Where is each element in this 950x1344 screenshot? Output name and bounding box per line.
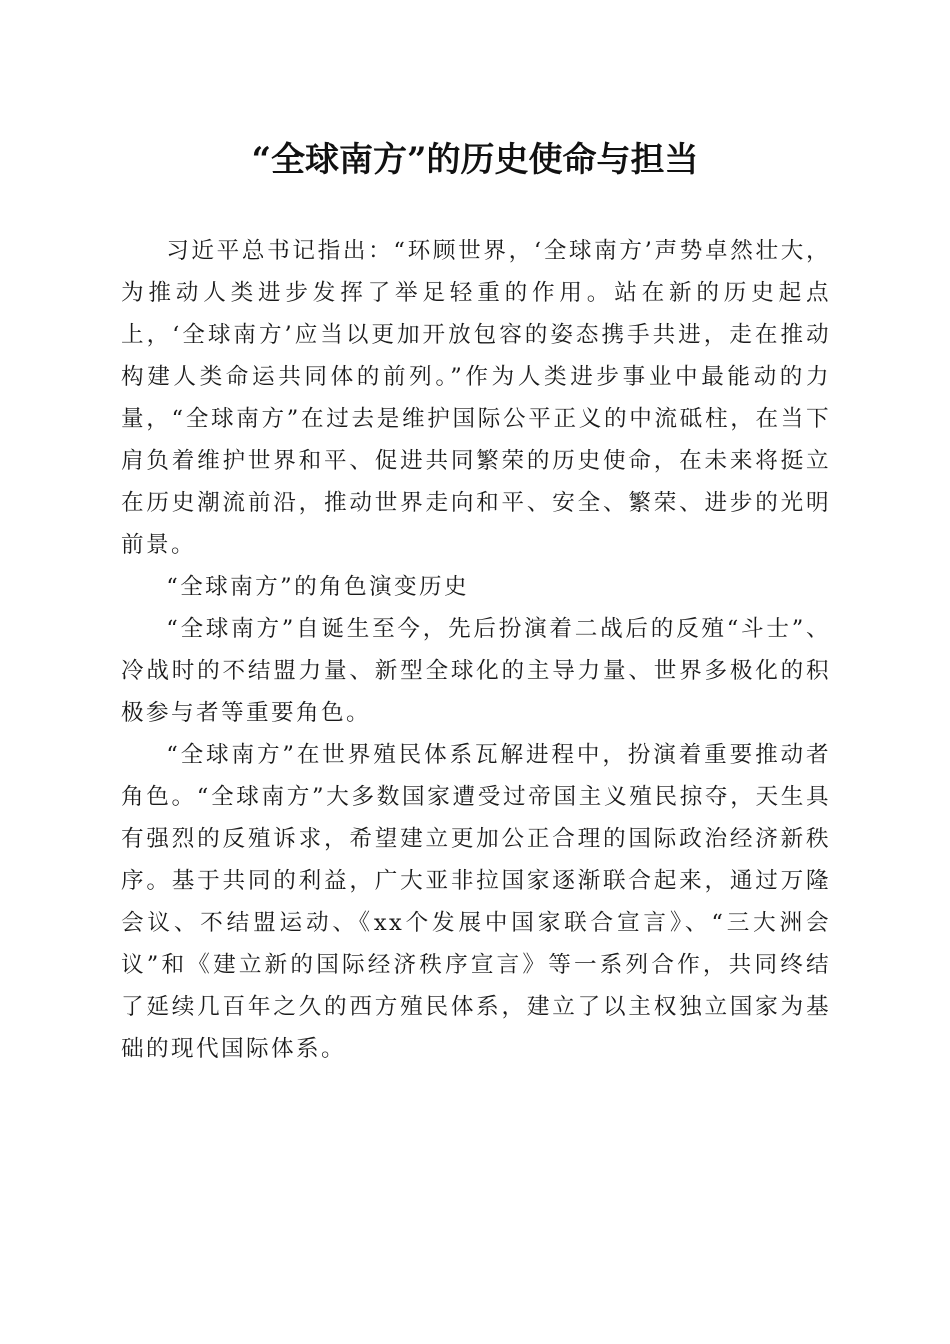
- paragraph-decolonization: “全球南方”在世界殖民体系瓦解进程中，扮演着重要推动者角色。“全球南方”大多数国家遭受过帝国主义殖民掠夺，天生具有强烈的反殖诉求，希望建立更加公正合理的国际政治经济新秩序。基于共同的利益，广大亚非拉国家逐渐联合起来，通过万隆会议、不结盟运动、《xx个发展中国家联合宣言》、“三大洲会议”和《建立新的国际经济秩序宣言》等一系列合作，共同终结了延续几百年之久的西方殖民体系，建立了以主权独立国家为基础的现代国际体系。: [121, 742, 832, 1062]
- section-heading: “全球南方”的角色演变历史: [166, 574, 470, 600]
- document-body: [121, 230, 831, 1070]
- paragraph-roles: “全球南方”自诞生至今，先后扮演着二战后的反殖“斗士”、冷战时的不结盟力量、新型全球化的主导力量、世界多极化的积极参与者等重要角色。: [121, 616, 831, 726]
- paragraph-intro: 习近平总书记指出：“环顾世界，‘全球南方’声势卓然壮大，为推动人类进步发挥了举足轻重的作用。站在新的历史起点上，‘全球南方’应当以更加开放包容的姿态携手共进，走在推动构建人类命运共同体的前列。”作为人类进步事业中最能动的力量，“全球南方”在过去是维护国际公平正义的中流砥柱，在当下肩负着维护世界和平、促进共同繁荣的历史使命，在未来将挺立在历史潮流前沿，推动世界走向和平、安全、繁荣、进步的光明前景。: [121, 238, 831, 558]
- document-title: “全球南方”的历史使命与担当: [251, 140, 699, 180]
